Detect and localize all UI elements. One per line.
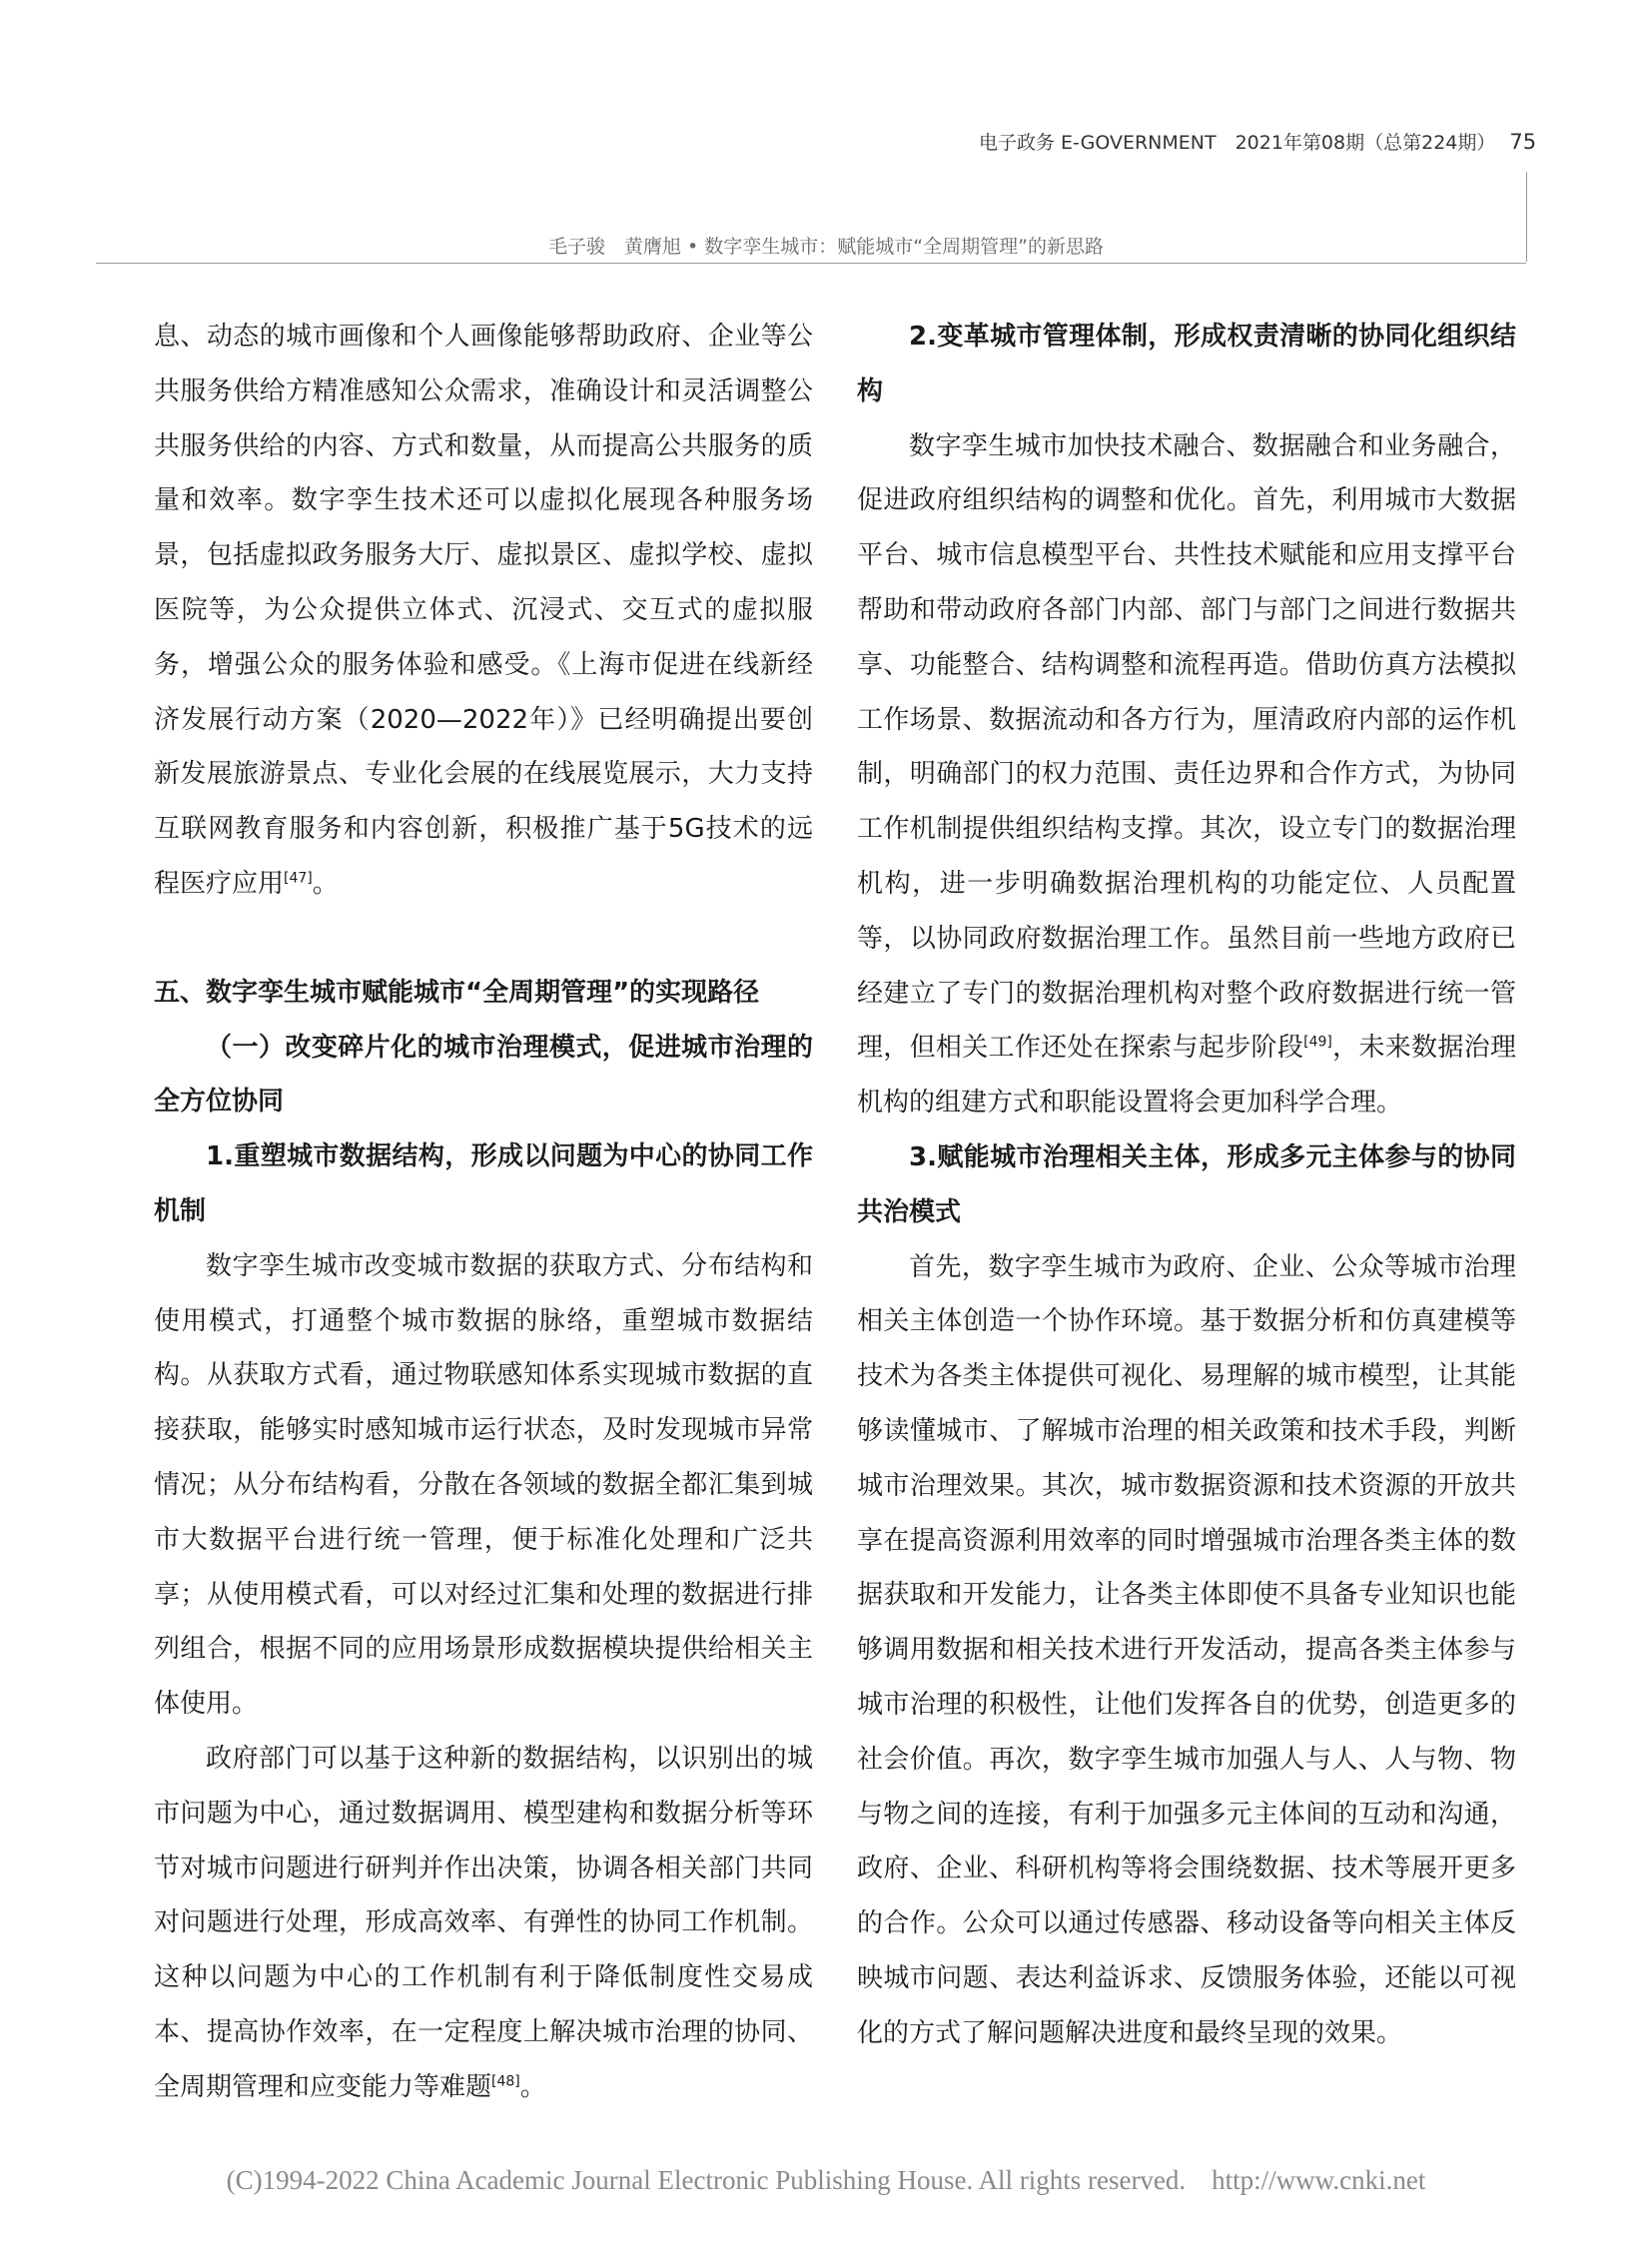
page-number: 75 <box>1509 130 1537 154</box>
paragraph: 数字孪生城市改变城市数据的获取方式、分布结构和使用模式，打通整个城市数据的脉络，重塑城市数据结构。从获取方式看，通过物联感知体系实现城市数据的直接获取，能够实时感知城市运行状态，及时发现城市异常情况；从分布结构看，分散在各领域的数据全都汇集到城市大数据平台进行统一管理，便于标准化处理和广泛共享；从使用模式看，可以对经过汇集和处理的数据进行排列组合，根据不同的应用场景形成数据模块提供给相关主体使用。 <box>154 1250 813 1720</box>
copyright-footer <box>0 2165 1652 2196</box>
citation-ref: [47] <box>284 870 313 887</box>
paragraph <box>154 1732 813 2115</box>
journal-name: 电子政务 E-GOVERNMENT 2021年第08期（总第224期） <box>979 132 1496 154</box>
citation-ref: [49] <box>1303 1034 1332 1051</box>
paragraph-end: 。 <box>519 2071 546 2102</box>
journal-header <box>979 128 1537 155</box>
right-column <box>857 310 1516 2061</box>
citation-ref: [48] <box>491 2073 520 2090</box>
copyright-text: (C)1994-2022 China Academic Journal Electronic Publishing House. All rights reserved. <box>226 2165 1187 2195</box>
paragraph <box>857 419 1516 1130</box>
header-rule <box>96 263 1526 264</box>
item-title: 2.变革城市管理体制，形成权责清晰的协同化组织结构 <box>857 322 1516 406</box>
item-title: 3.赋能城市治理相关主体，形成多元主体参与的协同共治模式 <box>857 1141 1516 1227</box>
paragraph-end: 。 <box>312 868 339 899</box>
paragraph-text: 息、动态的城市画像和个人画像能够帮助政府、企业等公共服务供给方精准感知公众需求，准确设计和灵活调整公共服务供给的内容、方式和数量，从而提高公共服务的质量和效率。数字孪生技术还可以虚拟化展现各种服务场景，包括虚拟政务服务大厅、虚拟景区、虚拟学校、虚拟医院等，为公众提供立体式、沉浸式、交互式的虚拟服务，增强公众的服务体验和感受。《上海市促进在线新经济发展行动方案（2020—2022年）》已经明确提出要创新发展旅游景点、专业化会展的在线展览展示，大力支持互联网教育服务和内容创新，积极推广基于5G技术的远程医疗应用 <box>154 322 813 899</box>
paragraph-end: ，未来数据治理机构的组建方式和职能设置将会更加科学合理。 <box>857 1033 1516 1119</box>
paragraph-text: 政府部门可以基于这种新的数据结构，以识别出的城市问题为中心，通过数据调用、模型建构和数据分析等环节对城市问题进行研判并作出决策，协调各相关部门共同对问题进行处理，形成高效率、有弹性的协同工作机制。这种以问题为中心的工作机制有利于降低制度性交易成本、提高协作效率，在一定程度上解决城市治理的协同、全周期管理和应变能力等难题 <box>154 1743 813 2102</box>
section-title: 五、数字孪生城市赋能城市“全周期管理”的实现路径 <box>154 977 760 1008</box>
paragraph: 首先，数字孪生城市为政府、企业、公众等城市治理相关主体创造一个协作环境。基于数据分析和仿真建模等技术为各类主体提供可视化、易理解的城市模型，让其能够读懂城市、了解城市治理的相关政策和技术手段，判断城市治理效果。其次，城市数据资源和技术资源的开放共享在提高资源利用效率的同时增强城市治理各类主体的数据获取和开发能力，让各类主体即使不具备专业知识也能够调用数据和相关技术进行开发活动，提高各类主体参与城市治理的积极性，让他们发挥各自的优势，创造更多的社会价值。再次，数字孪生城市加强人与人、人与物、物与物之间的连接，有利于加强多元主体间的互动和沟通，政府、企业、科研机构等将会围绕数据、技术等展开更多的合作。公众可以通过传感器、移动设备等向相关主体反映城市问题、表达利益诉求、反馈服务体验，还能以可视化的方式了解问题解决进度和最终呈现的效果。 <box>857 1251 1516 2048</box>
item-title: 1.重塑城市数据结构，形成以问题为中心的协同工作机制 <box>154 1141 813 1226</box>
paragraph-continued <box>154 310 813 912</box>
subsection-title: （一）改变碎片化的城市治理模式，促进城市治理的全方位协同 <box>154 1032 813 1118</box>
footer-url: http://www.cnki.net <box>1212 2165 1426 2195</box>
running-title: 毛子骏 黄膺旭 • 数字孪生城市：赋能城市“全周期管理”的新思路 <box>548 236 1104 258</box>
paragraph-text: 数字孪生城市加快技术融合、数据融合和业务融合，促进政府组织结构的调整和优化。首先，利用城市大数据平台、城市信息模型平台、共性技术赋能和应用支撑平台帮助和带动政府各部门内部、部门与部门之间进行数据共享、功能整合、结构调整和流程再造。借助仿真方法模拟工作场景、数据流动和各方行为，厘清政府内部的运作机制，明确部门的权力范围、责任边界和合作方式，为协同工作机制提供组织结构支撑。其次，设立专门的数据治理机构，进一步明确数据治理机构的功能定位、人员配置等，以协同政府数据治理工作。虽然目前一些地方政府已经建立了专门的数据治理机构对整个政府数据进行统一管理，但相关工作还处在探索与起步阶段 <box>857 430 1516 1064</box>
left-column <box>154 310 813 2115</box>
